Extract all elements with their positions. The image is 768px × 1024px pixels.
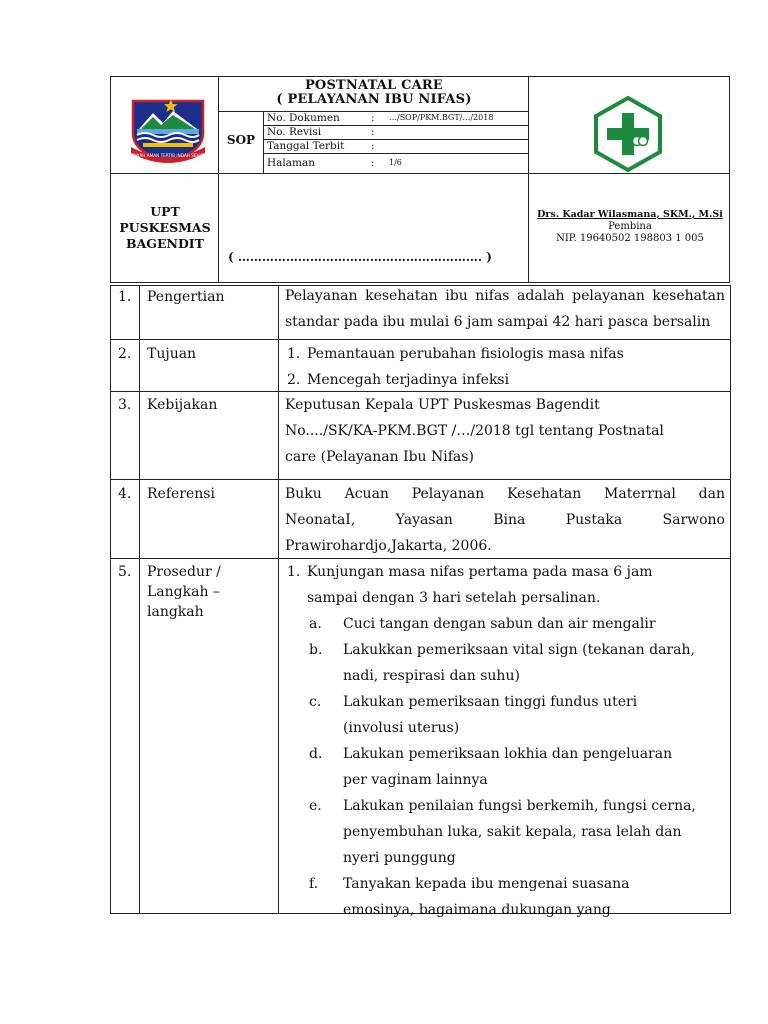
step-text: sampai dengan 3 hari setelah persalinan. [307, 590, 601, 606]
substep-text: emosinya, bagaimana dukungan yang [343, 902, 611, 918]
substep-letter: a. [309, 616, 322, 632]
signer-nip: NIP. 19640502 198803 1 005 [556, 233, 704, 244]
substep-text: (involusi uterus) [343, 720, 460, 736]
regency-crest-icon [127, 93, 209, 163]
sop-content-table [110, 285, 731, 918]
row-divider [111, 479, 730, 480]
meta-value: 1/6 [389, 158, 402, 167]
org-line: BAGENDIT [126, 236, 204, 251]
list-item [285, 341, 725, 367]
section-number: 2. [118, 346, 132, 362]
substep-letter: e. [309, 798, 322, 814]
substep-text: Lakukan pemeriksaan tinggi fundus uteri [343, 694, 638, 710]
title-line-2: ( PELAYANAN IBU NIFAS) [276, 92, 472, 107]
content-line: standar pada ibu mulai 6 jam sampai 42 hari pasca bersalin [285, 314, 711, 330]
section-number: 5. [118, 564, 132, 580]
section-content [285, 392, 725, 470]
header-divider [263, 111, 264, 173]
meta-label: Halaman [267, 157, 316, 169]
header-divider [264, 153, 528, 154]
signer-name: Drs. Kadar Wilasmana, SKM., M.Si [537, 209, 723, 220]
substep-text: Lakukan pemeriksaan lokhia dan pengeluaran [343, 746, 673, 762]
header-divider [528, 77, 529, 282]
procedure-substep [285, 741, 725, 793]
step-number: 1. [287, 564, 301, 580]
substep-text: per vaginam lainnya [343, 772, 488, 788]
procedure-substep [285, 871, 725, 923]
substep-text: Cuci tangan dengan sabun dan air mengalir [343, 616, 656, 632]
organization-name [111, 204, 219, 252]
content-line: care (Pelayanan Ibu Nifas) [285, 449, 474, 465]
signature-placeholder: ( ……………………………………………………. ) [228, 250, 492, 264]
procedure-substep [285, 793, 725, 871]
meta-label: No. Revisi [267, 126, 322, 138]
title-line-1: POSTNATAL CARE [304, 78, 444, 93]
section-topic: Kebijakan [147, 397, 218, 413]
meta-colon: : [371, 112, 375, 124]
meta-colon: : [371, 126, 375, 138]
crest-motto: TANAH AMAN TERTIB INDAH SEHAT [131, 153, 205, 158]
content-line: Prawirohardjo,Jakarta, 2006. [285, 538, 492, 554]
document-title [219, 79, 529, 107]
meta-colon: : [371, 157, 375, 169]
substep-text: nadi, respirasi dan suhu) [343, 668, 520, 684]
substep-text: Tanyakan kepada ibu mengenai suasana [343, 876, 630, 892]
signer-block [529, 209, 731, 245]
step-text: Kunjungan masa nifas pertama pada masa 6 jam [307, 564, 653, 580]
org-line: UPT [150, 204, 180, 219]
section-topic: Referensi [147, 486, 215, 502]
meta-value: …/SOP/PKM.BGT/…/2018 [389, 113, 494, 122]
substep-text: Lakukkan pemeriksaan vital sign (tekanan darah, [343, 642, 695, 658]
procedure-step [285, 559, 725, 611]
list-item [285, 367, 725, 393]
topic-line: Langkah – [147, 584, 220, 600]
section-number: 3. [118, 397, 132, 413]
content-line: Keputusan Kepala UPT Puskesmas Bagendit [285, 397, 600, 413]
meta-label: Tanggal Terbit [267, 140, 345, 152]
substep-text: Lakukan penilaian fungsi berkemih, fungsi cerna, [343, 798, 696, 814]
org-line: PUSKESMAS [119, 220, 211, 235]
topic-line: Prosedur / [147, 564, 221, 580]
content-line: No..../SK/KA-PKM.BGT /…/2018 tgl tentang Postnatal [285, 423, 664, 439]
objective-list [285, 341, 725, 393]
content-line: NeonataI, Yayasan Bina Pustaka Sarwono [285, 512, 725, 528]
list-item-text: Pemantauan perubahan fisiologis masa nifas [307, 346, 624, 362]
procedure-substep [285, 689, 725, 741]
procedure-substep [285, 611, 725, 637]
section-topic: Tujuan [147, 346, 197, 362]
sop-header [110, 76, 730, 283]
signer-role: Pembina [608, 221, 652, 232]
procedure-list [285, 559, 725, 923]
section-number: 1. [118, 289, 132, 305]
list-item-number: 2. [287, 372, 301, 388]
column-divider [278, 286, 279, 913]
list-item-text: Mencegah terjadinya infeksi [307, 372, 510, 388]
row-divider [111, 339, 730, 340]
substep-letter: b. [309, 642, 323, 658]
header-divider [111, 173, 729, 174]
section-topic [147, 562, 277, 622]
column-divider [139, 286, 140, 913]
sop-label: SOP [226, 133, 256, 147]
section-topic: Pengertian [147, 289, 225, 305]
puskesmas-cross-icon [593, 95, 663, 173]
section-content [285, 481, 725, 559]
substep-text: nyeri punggung [343, 850, 456, 866]
procedure-substep [285, 637, 725, 689]
section-content [285, 283, 725, 335]
content-line: Pelayanan kesehatan ibu nifas adalah pelayanan kesehatan [285, 288, 725, 304]
content-line: Buku Acuan Pelayanan Kesehatan Materrnal dan [285, 486, 725, 502]
substep-letter: f. [309, 876, 319, 892]
topic-line: langkah [147, 604, 204, 620]
substep-letter: d. [309, 746, 323, 762]
meta-label: No. Dokumen [267, 112, 340, 124]
substep-text: penyembuhan luka, sakit kepala, rasa lelah dan [343, 824, 682, 840]
list-item-number: 1. [287, 346, 301, 362]
substep-letter: c. [309, 694, 322, 710]
section-number: 4. [118, 486, 132, 502]
meta-colon: : [371, 140, 375, 152]
